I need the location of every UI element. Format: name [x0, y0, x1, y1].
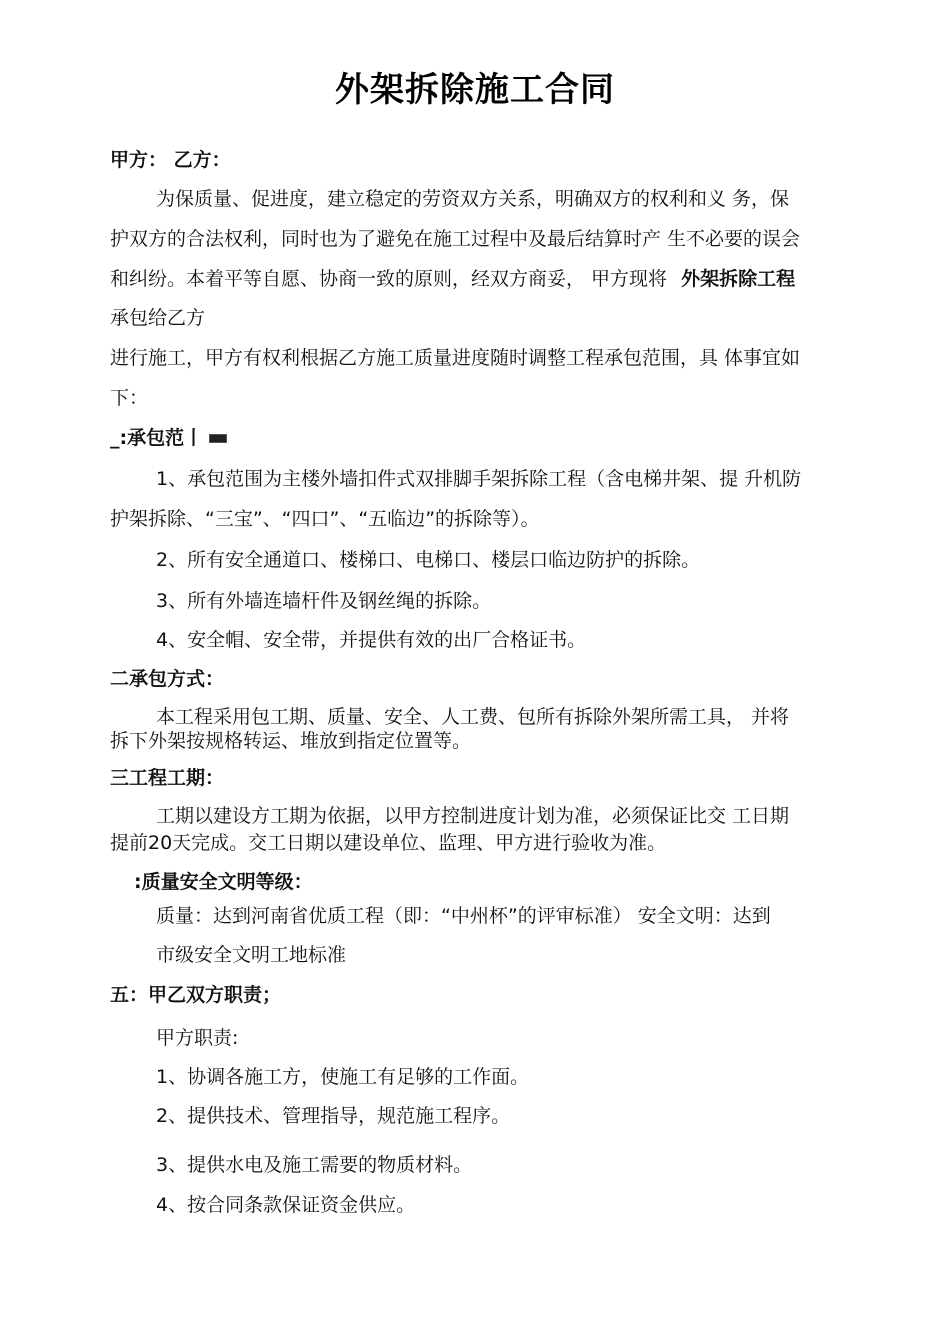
section-1-item-1a: 1、承包范围为主楼外墙扣件式双排脚手架拆除工程（含电梯井架、提 升机防 — [156, 468, 802, 490]
section-5-item-3: 3、提供水电及施工需要的物质材料。 — [156, 1154, 473, 1176]
section-1-heading — [110, 426, 227, 450]
section-2-line-2: 拆下外架按规格转运、堆放到指定位置等。 — [110, 730, 472, 752]
intro-line-3 — [110, 267, 795, 291]
section-1-item-1b: 护架拆除、“三宝”、“四口”、“五临边”的拆除等）。 — [110, 508, 540, 530]
intro-line-6: 下： — [110, 387, 149, 409]
section-5-subheading: 甲方职责: — [156, 1027, 239, 1049]
document-title: 外架拆除施工合同 — [335, 70, 615, 110]
section-3-line-2: 提前20天完成。交工日期以建设单位、监理、甲方进行验收为准。 — [110, 832, 667, 854]
section-5-heading: 五：甲乙双方职责； — [110, 984, 282, 1006]
parties-line: 甲方： 乙方： — [110, 149, 231, 171]
section-3-heading: 三工程工期： — [110, 767, 225, 789]
section-1-item-4: 4、安全帽、安全带，并提供有效的出厂合格证书。 — [156, 629, 587, 651]
section-4-line-1: 质量：达到河南省优质工程（即：“中州杯”的评审标准） 安全文明：达到 — [156, 905, 771, 927]
intro-line-3-text: 和纠纷。本着平等自愿、协商一致的原则，经双方商妥， 甲方现将 — [110, 268, 668, 290]
section-4-heading: :质量安全文明等级： — [134, 871, 313, 893]
project-name: 外架拆除工程 — [681, 268, 796, 290]
section-2-line-1: 本工程采用包工期、质量、安全、人工费、包所有拆除外架所需工具， 并将 — [156, 706, 790, 728]
section-1-heading-text: _:承包范丨 — [110, 427, 204, 449]
intro-line-5: 进行施工，甲方有权利根据乙方施工质量进度随时调整工程承包范围，具 体事宜如 — [110, 347, 801, 369]
section-1-item-2: 2、所有安全通道口、楼梯口、电梯口、楼层口临边防护的拆除。 — [156, 549, 701, 571]
section-3-line-1: 工期以建设方工期为依据，以甲方控制进度计划为准，必须保证比交 工日期 — [156, 805, 790, 827]
section-1-item-3: 3、所有外墙连墙杆件及钢丝绳的拆除。 — [156, 590, 492, 612]
intro-line-1: 为保质量、促进度，建立稳定的劳资双方关系，明确双方的权利和义 务，保 — [156, 188, 790, 210]
section-5-item-2: 2、提供技术、管理指导，规范施工程序。 — [156, 1105, 511, 1127]
intro-line-4: 承包给乙方 — [110, 307, 206, 329]
section-2-heading: 二承包方式： — [110, 668, 225, 690]
section-5-item-1: 1、协调各施工方，使施工有足够的工作面。 — [156, 1066, 530, 1088]
intro-line-2: 护双方的合法权利，同时也为了避免在施工过程中及最后结算时产 生不必要的误会 — [110, 228, 801, 250]
redaction-mark-icon — [209, 434, 227, 443]
section-5-item-4: 4、按合同条款保证资金供应。 — [156, 1194, 416, 1216]
section-4-line-2: 市级安全文明工地标准 — [156, 944, 347, 966]
